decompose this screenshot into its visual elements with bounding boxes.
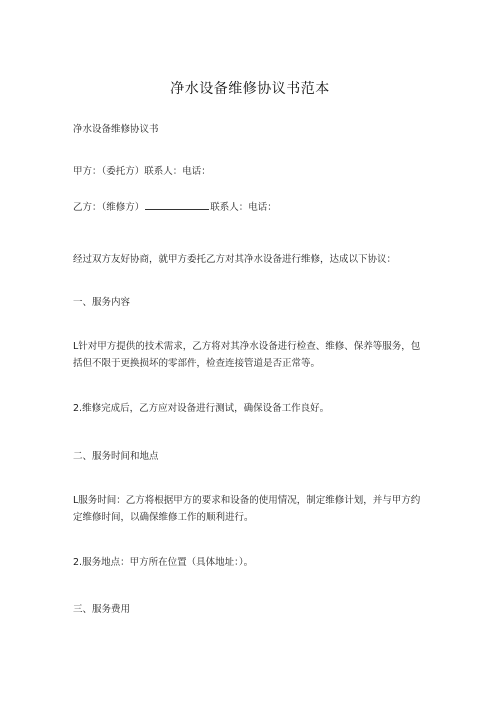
party-b-prefix: 乙方：（维修方） — [73, 202, 145, 213]
document-title: 净水设备维修协议书范本 — [170, 81, 330, 97]
document-subtitle: 净水设备维修协议书 — [73, 124, 159, 135]
section2-item2: 2.服务地点：甲方所在位置（具体地址：）。 — [73, 557, 254, 568]
party-b-blank — [145, 200, 209, 210]
intro-paragraph: 经过双方友好协商，就甲方委托乙方对其净水设备进行维修，达成以下协议： — [73, 254, 397, 265]
section1-item2: 2.维修完成后，乙方应对设备进行测试，确保设备工作良好。 — [73, 403, 330, 414]
section3-heading: 三、服务费用 — [73, 604, 131, 615]
party-a-line: 甲方：（委托方）联系人：电话： — [73, 166, 211, 177]
section2-item1: L服务时间：乙方将根据甲方的要求和设备的使用情况，制定维修计划，并与甲方约定维修时间，以确保维修工作的顺利进行。 — [73, 495, 421, 523]
section2-heading: 二、服务时间和地点 — [73, 451, 159, 462]
party-b-line — [73, 199, 433, 216]
section1-heading: 一、服务内容 — [73, 297, 131, 308]
party-b-suffix: 联系人：电话： — [210, 202, 277, 213]
section1-item1: L针对甲方提供的技术需求，乙方将对其净水设备进行检查、维修、保养等服务，包括但不限于更换损坏的零部件，检查连接管道是否正常等。 — [73, 341, 421, 369]
